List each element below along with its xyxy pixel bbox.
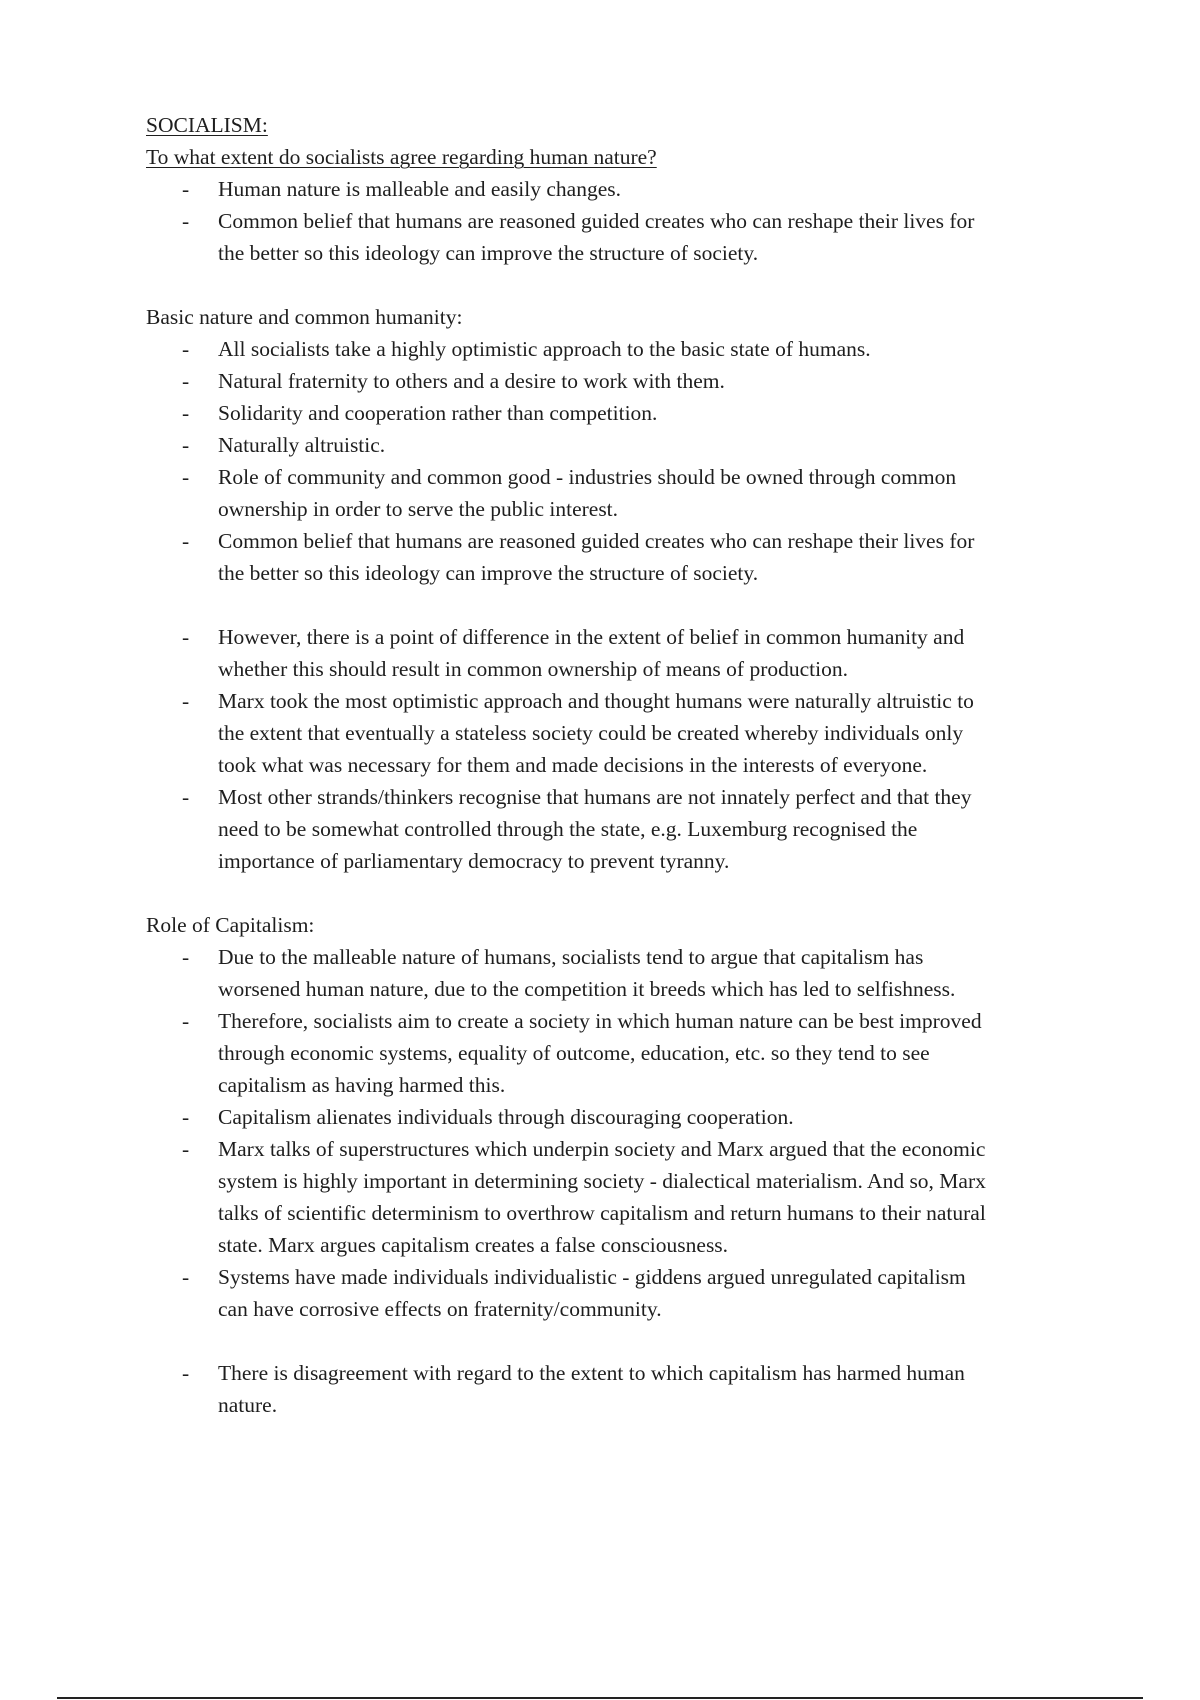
bullet-text-line: Naturally altruistic. (218, 433, 386, 457)
bullet-item (146, 781, 1086, 877)
bullet-dash: - (182, 1009, 190, 1033)
bullet-text-line: Systems have made individuals individualistic - giddens argued unregulated capitalism (218, 1265, 966, 1289)
basic-nature-bullet-list (146, 333, 1086, 877)
section-heading-basic-nature: Basic nature and common humanity: (146, 305, 463, 329)
bullet-dash: - (182, 465, 190, 489)
bullet-item (146, 621, 1086, 685)
bullet-text-line: talks of scientific determinism to overthrow capitalism and return humans to their natural (218, 1201, 986, 1225)
bullet-text-line: Solidarity and cooperation rather than competition. (218, 401, 658, 425)
document-question: To what extent do socialists agree regarding human nature? (146, 145, 657, 169)
bullet-text-line: state. Marx argues capitalism creates a false consciousness. (218, 1233, 729, 1257)
bullet-item (146, 525, 1086, 589)
bullet-text-line: the better so this ideology can improve the structure of society. (218, 241, 759, 265)
bullet-text-line: Capitalism alienates individuals through discouraging cooperation. (218, 1105, 794, 1129)
bullet-item (146, 397, 1086, 429)
bullet-text-line: Human nature is malleable and easily changes. (218, 177, 621, 201)
bullet-item (146, 1005, 1086, 1101)
bullet-text-line: took what was necessary for them and made decisions in the interests of everyone. (218, 753, 928, 777)
bullet-item (146, 941, 1086, 1005)
bullet-text-line: However, there is a point of difference in the extent of belief in common humanity and (218, 625, 965, 649)
bullet-text-line: whether this should result in common ownership of means of production. (218, 657, 848, 681)
bullet-dash: - (182, 209, 190, 233)
bullet-dash: - (182, 945, 190, 969)
bullet-item (146, 173, 1086, 205)
bullet-text-line: worsened human nature, due to the competition it breeds which has led to selfishness. (218, 977, 956, 1001)
bullet-text-line: system is highly important in determining society - dialectical materialism. And so, Marx (218, 1169, 986, 1193)
bullet-dash: - (182, 1361, 190, 1385)
bullet-text-line: need to be somewhat controlled through the state, e.g. Luxemburg recognised the (218, 817, 918, 841)
bullet-item (146, 1133, 1086, 1261)
bullet-dash: - (182, 401, 190, 425)
section-heading-role-of-capitalism: Role of Capitalism: (146, 913, 315, 937)
bullet-text-line: Common belief that humans are reasoned guided creates who can reshape their lives for (218, 209, 975, 233)
bullet-text-line: the extent that eventually a stateless society could be created whereby individuals only (218, 721, 964, 745)
bullet-text-line: Marx took the most optimistic approach and thought humans were naturally altruistic to (218, 689, 974, 713)
document-title: SOCIALISM: (146, 113, 268, 137)
bullet-dash: - (182, 1137, 190, 1161)
bullet-text-line: All socialists take a highly optimistic approach to the basic state of humans. (218, 337, 871, 361)
bullet-item (146, 1357, 1086, 1421)
bullet-item (146, 365, 1086, 397)
bullet-item (146, 429, 1086, 461)
bullet-item (146, 685, 1086, 781)
intro-bullet-list (146, 173, 1086, 269)
bullet-item (146, 1101, 1086, 1133)
bullet-item (146, 461, 1086, 525)
bullet-text-line: nature. (218, 1393, 278, 1417)
bullet-text-line: can have corrosive effects on fraternity/community. (218, 1297, 662, 1321)
bullet-dash: - (182, 529, 190, 553)
bullet-text-line: Role of community and common good - industries should be owned through common (218, 465, 957, 489)
bullet-dash: - (182, 1105, 190, 1129)
bullet-text-line: ownership in order to serve the public interest. (218, 497, 619, 521)
bullet-text-line: Most other strands/thinkers recognise that humans are not innately perfect and that they (218, 785, 972, 809)
bullet-dash: - (182, 337, 190, 361)
bullet-text-line: Marx talks of superstructures which underpin society and Marx argued that the economic (218, 1137, 986, 1161)
document-content (146, 109, 1086, 1421)
bullet-text-line: importance of parliamentary democracy to prevent tyranny. (218, 849, 730, 873)
bullet-item (146, 1261, 1086, 1325)
bullet-text-line: Natural fraternity to others and a desire to work with them. (218, 369, 725, 393)
bullet-dash: - (182, 177, 190, 201)
bullet-item (146, 205, 1086, 269)
bullet-dash: - (182, 369, 190, 393)
bullet-dash: - (182, 433, 190, 457)
bullet-dash: - (182, 625, 190, 649)
bullet-text-line: There is disagreement with regard to the extent to which capitalism has harmed human (218, 1361, 965, 1385)
bottom-divider (57, 1697, 1143, 1699)
bullet-dash: - (182, 785, 190, 809)
bullet-dash: - (182, 1265, 190, 1289)
bullet-text-line: capitalism as having harmed this. (218, 1073, 506, 1097)
bullet-dash: - (182, 689, 190, 713)
bullet-text-line: through economic systems, equality of outcome, education, etc. so they tend to see (218, 1041, 930, 1065)
capitalism-bullet-list (146, 941, 1086, 1421)
bullet-text-line: Therefore, socialists aim to create a society in which human nature can be best improved (218, 1009, 982, 1033)
bullet-text-line: Due to the malleable nature of humans, socialists tend to argue that capitalism has (218, 945, 924, 969)
bullet-text-line: the better so this ideology can improve the structure of society. (218, 561, 759, 585)
bullet-item (146, 333, 1086, 365)
bullet-text-line: Common belief that humans are reasoned guided creates who can reshape their lives for (218, 529, 975, 553)
